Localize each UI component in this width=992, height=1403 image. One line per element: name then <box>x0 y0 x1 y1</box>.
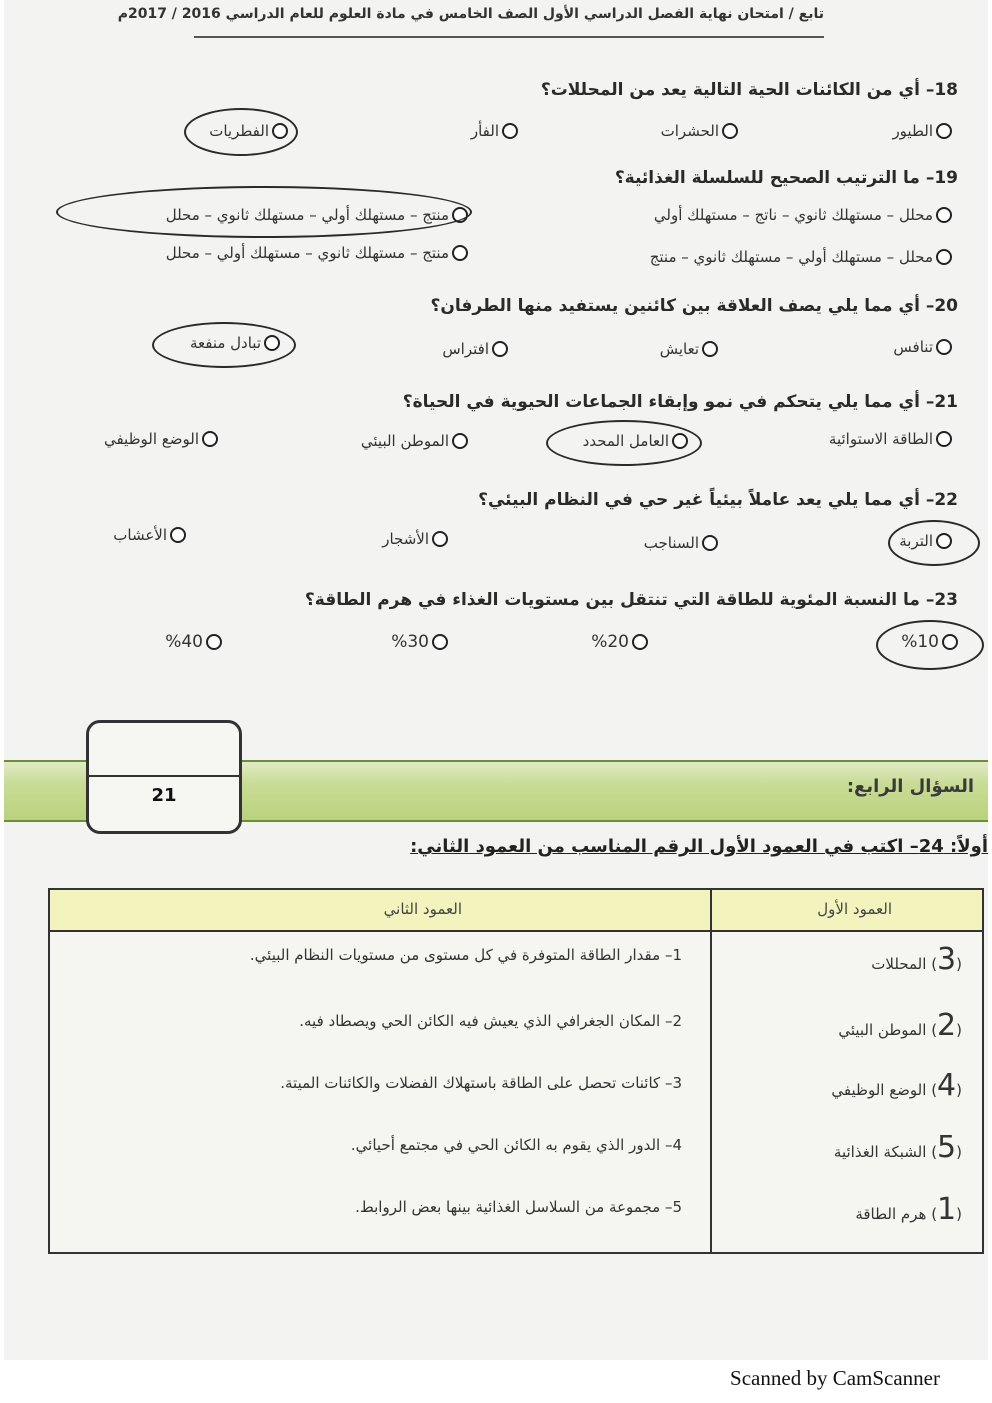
instruction-text: أولاً: 24– اكتب في العمود الأول الرقم المناسب من العمود الثاني: <box>410 836 988 857</box>
radio-bubble-icon <box>492 341 508 357</box>
radio-bubble-icon <box>702 535 718 551</box>
q19-option-3[interactable]: محلل – مستهلك أولي – مستهلك ثانوي – منتج <box>650 248 952 266</box>
q18-option-3[interactable]: الفأر <box>471 122 518 140</box>
radio-bubble-icon <box>264 335 280 351</box>
score-value: 21 <box>151 785 177 806</box>
answer-handwritten: 5 <box>937 1130 957 1165</box>
row-definition: 3– كائنات تحصل على الطاقة باستهلاك الفضلات والكائنات الميتة. <box>280 1074 682 1092</box>
q20-option-3[interactable]: افتراس <box>442 340 508 358</box>
q21-option-3[interactable]: الموطن البيئي <box>361 432 468 450</box>
question-18: 18– أي من الكائنات الحية التالية يعد من المحللات؟ <box>540 80 958 100</box>
q22-option-1[interactable]: التربة <box>899 532 952 550</box>
radio-bubble-icon <box>452 207 468 223</box>
radio-bubble-icon <box>452 433 468 449</box>
row-term[interactable]: (3) المحللات <box>871 942 962 977</box>
radio-bubble-icon <box>432 634 448 650</box>
radio-bubble-icon <box>936 431 952 447</box>
radio-bubble-icon <box>272 123 288 139</box>
q23-option-3[interactable]: %30 <box>391 632 448 652</box>
q19-option-4[interactable]: منتج – مستهلك ثانوي – مستهلك أولي – محلل <box>166 244 468 262</box>
answer-handwritten: 1 <box>937 1192 957 1227</box>
question-20: 20– أي مما يلي يصف العلاقة بين كائنين يستفيد منها الطرفان؟ <box>430 296 958 316</box>
radio-bubble-icon <box>452 245 468 261</box>
row-definition: 4– الدور الذي يقوم به الكائن الحي في مجتمع أحيائي. <box>350 1136 682 1154</box>
col2-header: العمود الثاني <box>383 900 462 918</box>
q22-option-2[interactable]: السناجب <box>644 534 718 552</box>
question-22: 22– أي مما يلي يعد عاملاً بيئياً غير حي في النظام البيئي؟ <box>478 490 958 510</box>
radio-bubble-icon <box>170 527 186 543</box>
radio-bubble-icon <box>672 433 688 449</box>
section-title: السؤال الرابع: <box>846 776 974 797</box>
page-header: تابع / امتحان نهاية الفصل الدراسي الأول الصف الخامس في مادة العلوم للعام الدراسي 2016 / 2017م <box>194 6 824 38</box>
row-term[interactable]: (4) الوضع الوظيفي <box>831 1068 962 1103</box>
q23-option-2[interactable]: %20 <box>591 632 648 652</box>
row-term[interactable]: (1) هرم الطاقة <box>855 1192 962 1227</box>
q18-option-2[interactable]: الحشرات <box>661 122 738 140</box>
q18-option-1[interactable]: الطيور <box>892 122 952 140</box>
q20-option-2[interactable]: تعايش <box>660 340 718 358</box>
q23-option-1[interactable]: %10 <box>901 632 958 652</box>
col1-header: العمود الأول <box>817 900 892 918</box>
table-header-row <box>50 890 982 932</box>
radio-bubble-icon <box>206 634 222 650</box>
q20-option-4[interactable]: تبادل منفعة <box>190 334 280 352</box>
q21-option-1[interactable]: الطاقة الاستوائية <box>829 430 952 448</box>
row-term[interactable]: (2) الموطن البيئي <box>838 1008 962 1043</box>
q23-option-4[interactable]: %40 <box>165 632 222 652</box>
row-definition: 1– مقدار الطاقة المتوفرة في كل مستوى من مستويات النظام البيئي. <box>249 946 682 964</box>
radio-bubble-icon <box>502 123 518 139</box>
q22-option-4[interactable]: الأعشاب <box>113 526 186 544</box>
radio-bubble-icon <box>202 431 218 447</box>
radio-bubble-icon <box>942 634 958 650</box>
scanner-footer: Scanned by CamScanner <box>730 1366 940 1390</box>
question-21: 21– أي مما يلي يتحكم في نمو وإبقاء الجماعات الحيوية في الحياة؟ <box>402 392 958 412</box>
radio-bubble-icon <box>936 207 952 223</box>
q21-option-2[interactable]: العامل المحدد <box>583 432 688 450</box>
answer-handwritten: 3 <box>937 942 957 977</box>
row-definition: 5– مجموعة من السلاسل الغذائية بينها بعض الروابط. <box>355 1198 682 1216</box>
answer-handwritten: 2 <box>937 1008 957 1043</box>
radio-bubble-icon <box>936 123 952 139</box>
radio-bubble-icon <box>936 339 952 355</box>
radio-bubble-icon <box>432 531 448 547</box>
q22-option-3[interactable]: الأشجار <box>382 530 448 548</box>
row-term[interactable]: (5) الشبكة الغذائية <box>833 1130 962 1165</box>
radio-bubble-icon <box>702 341 718 357</box>
q21-option-4[interactable]: الوضع الوظيفي <box>104 430 218 448</box>
answer-handwritten: 4 <box>937 1068 957 1103</box>
q19-option-2[interactable]: منتج – مستهلك أولي – مستهلك ثانوي – محلل <box>166 206 468 224</box>
radio-bubble-icon <box>936 249 952 265</box>
score-box <box>86 720 242 834</box>
question-23: 23– ما النسبة المئوية للطاقة التي تنتقل بين مستويات الغذاء في هرم الطاقة؟ <box>304 590 958 610</box>
row-definition: 2– المكان الجغرافي الذي يعيش فيه الكائن الحي ويصطاد فيه. <box>299 1012 682 1030</box>
q18-option-4[interactable]: الفطريات <box>209 122 288 140</box>
q19-option-1[interactable]: محلل – مستهلك ثانوي – ناتج – مستهلك أولي <box>654 206 952 224</box>
radio-bubble-icon <box>722 123 738 139</box>
matching-table <box>48 888 984 1254</box>
question-19: 19– ما الترتيب الصحيح للسلسلة الغذائية؟ <box>614 168 958 188</box>
radio-bubble-icon <box>632 634 648 650</box>
q20-option-1[interactable]: تنافس <box>893 338 952 356</box>
radio-bubble-icon <box>936 533 952 549</box>
